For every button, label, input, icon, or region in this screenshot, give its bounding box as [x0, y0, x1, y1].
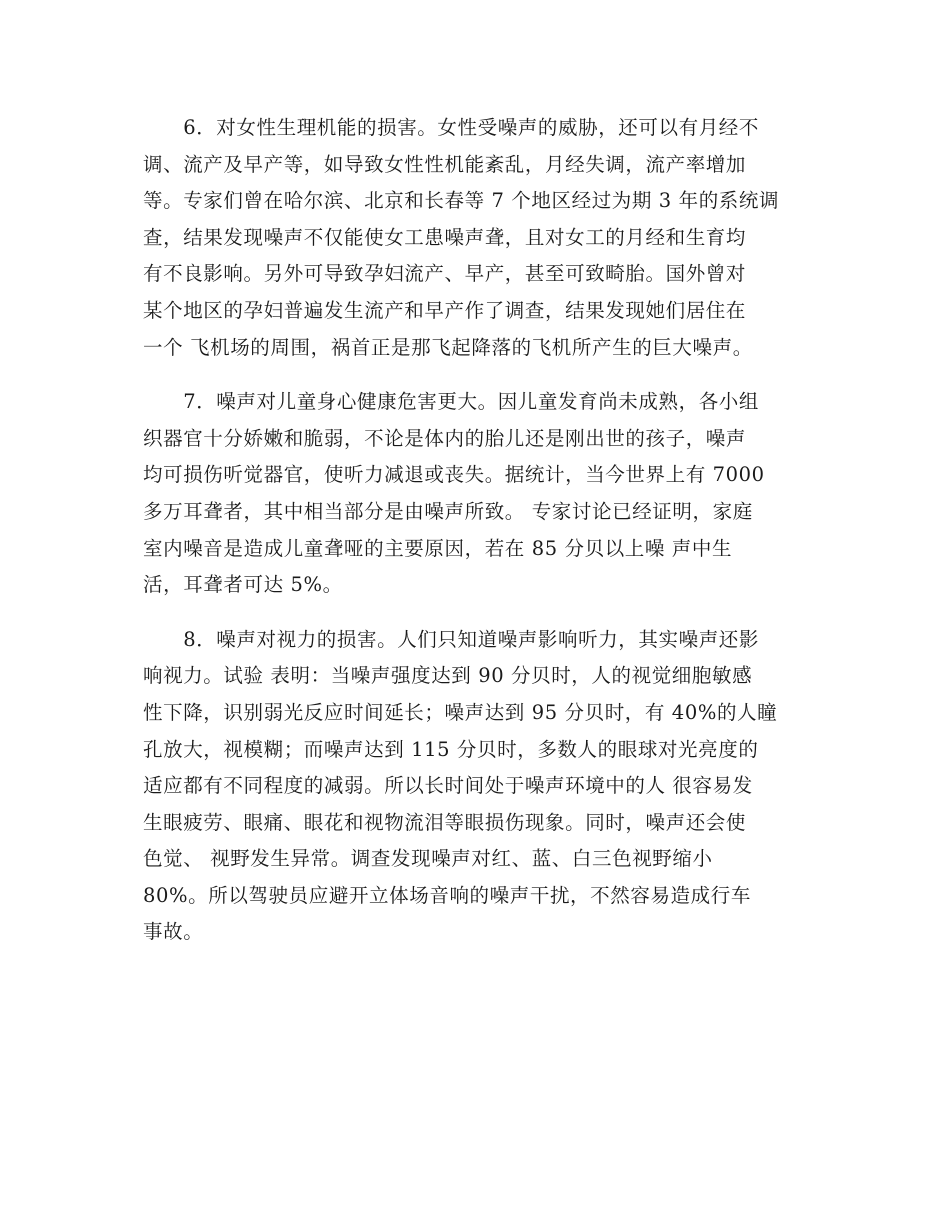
text-line: 活，耳聋者可达 5%。: [143, 573, 343, 597]
text-line: 响视力。试验 表明：当噪声强度达到 90 分贝时，人的视觉细胞敏感: [143, 664, 753, 688]
text-line: 有不良影响。另外可导致孕妇流产、早产，甚至可致畸胎。国外曾对: [143, 262, 747, 286]
text-line: 80%。所以驾驶员应避开立体场音响的噪声干扰，不然容易造成行车: [143, 883, 751, 907]
text-line: 一个 飞机场的周围，祸首正是那飞起降落的飞机所产生的巨大噪声。: [143, 335, 753, 359]
text-line: 生眼疲劳、眼痛、眼花和视物流泪等眼损伤现象。同时，噪声还会使: [143, 810, 747, 834]
text-line: 某个地区的孕妇普遍发生流产和早产作了调查，结果发现她们居住在: [143, 298, 747, 322]
text-line: 孔放大，视模糊；而噪声达到 115 分贝时，多数人的眼球对光亮度的: [143, 737, 759, 761]
text-line: 8．噪声对视力的损害。人们只知道噪声影响听力，其实噪声还影: [143, 627, 760, 651]
paragraph-8-vision-damage: [143, 622, 813, 951]
text-line: 性下降，识别弱光反应时间延长；噪声达到 95 分贝时，有 40%的人瞳: [143, 700, 778, 724]
text-line: 适应都有不同程度的减弱。所以长时间处于噪声环境中的人 很容易发: [143, 774, 753, 798]
document-page: [143, 110, 813, 969]
paragraph-7-children-health: [143, 384, 813, 604]
text-line: 织器官十分娇嫩和脆弱，不论是体内的胎儿还是刚出世的孩子，噪声: [143, 426, 747, 450]
text-line: 多万耳聋者，其中相当部分是由噪声所致。 专家讨论已经证明，家庭: [143, 499, 753, 523]
text-line: 查，结果发现噪声不仅能使女工患噪声聋，且对女工的月经和生育均: [143, 225, 747, 249]
text-line: 等。专家们曾在哈尔滨、北京和长春等 7 个地区经过为期 3 年的系统调: [143, 189, 780, 213]
text-line: 室内噪音是造成儿童聋哑的主要原因，若在 85 分贝以上噪 声中生: [143, 536, 733, 560]
paragraph-6-female-physiology: [143, 110, 813, 366]
text-line: 7．噪声对儿童身心健康危害更大。因儿童发育尚未成熟，各小组: [143, 390, 760, 414]
text-line: 调、流产及早产等，如导致女性性机能紊乱，月经失调，流产率增加: [143, 152, 747, 176]
text-line: 事故。: [143, 920, 204, 944]
text-line: 色觉、 视野发生异常。调查发现噪声对红、蓝、白三色视野缩小: [143, 847, 713, 871]
text-line: 均可损伤听觉器官，使听力减退或丧失。据统计，当今世界上有 7000: [143, 463, 765, 487]
text-line: 6．对女性生理机能的损害。女性受噪声的威胁，还可以有月经不: [143, 116, 760, 139]
